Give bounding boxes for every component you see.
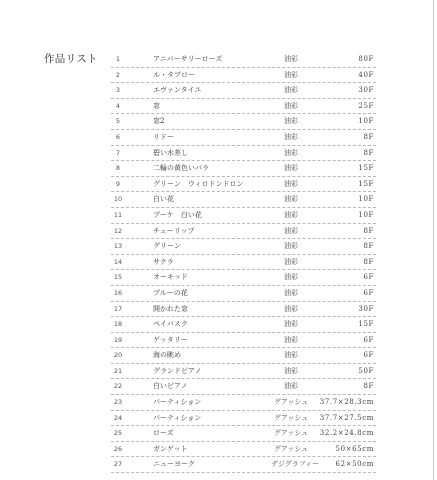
item-number: 7 [115,148,121,157]
page-edge-rule [433,0,434,480]
item-title: ニューヨーク [153,460,195,469]
item-number: 16 [113,288,123,297]
item-title: 海の眺め [153,351,181,360]
item-title: ペイバスク [153,320,188,329]
item-title: 白い花 [153,195,174,204]
item-number: 15 [113,273,123,282]
list-item [111,52,376,68]
item-title: ブルーの花 [153,288,188,297]
list-item [111,161,376,177]
item-size: 6F [363,288,374,297]
item-number: 17 [113,304,123,313]
item-number: 4 [115,101,121,110]
item-title: サクラ [153,257,174,266]
list-item [111,208,376,224]
item-medium: 油彩 [284,117,298,126]
list-item [111,177,376,193]
item-size: 15F [358,320,374,329]
item-number: 6 [115,132,121,141]
list-item [111,395,376,411]
item-size: 30F [358,304,374,313]
item-size: 40F [358,70,374,79]
item-number: 3 [115,86,121,95]
page-title: 作品リスト [44,53,98,65]
list-item [111,426,376,442]
list-item [111,270,376,286]
item-medium: 油彩 [284,335,298,344]
item-number: 14 [113,257,123,266]
item-number: 11 [113,210,123,219]
list-item [111,442,376,458]
item-medium: 油彩 [284,148,298,157]
item-title: パーティション [153,398,202,407]
list-item [111,457,376,473]
item-title: ル・タブロー [153,70,195,79]
item-title: パーティション [153,413,202,422]
item-medium: 油彩 [284,273,298,282]
item-medium: 油彩 [284,55,298,63]
item-medium: 油彩 [284,242,298,251]
list-item [111,411,376,427]
item-title: リドー [153,132,174,141]
item-number: 13 [113,242,123,251]
item-title: 白いピアノ [153,382,188,391]
item-title: ゲッタリー [153,335,188,344]
item-title: ガンゲット [153,444,188,453]
item-medium: デジグラフィー [271,460,320,469]
item-number: 1 [115,55,121,63]
list-item [111,255,376,271]
item-size: 62×50cm [335,460,374,469]
item-number: 12 [113,226,123,235]
item-medium: グアッシュ [273,413,309,422]
item-medium: 油彩 [284,320,298,329]
item-size: 25F [358,101,374,110]
item-title: ブーケ 白い花 [153,210,202,219]
item-size: 8F [363,257,374,266]
item-size: 37.7×27.5cm [319,413,374,422]
item-number: 10 [113,195,123,204]
item-medium: 油彩 [284,86,298,95]
item-medium: 油彩 [284,257,298,266]
item-medium: 油彩 [284,132,298,141]
item-number: 18 [113,320,123,329]
item-size: 8F [363,226,374,235]
item-size: 15F [358,179,374,188]
item-title: グリーン [153,242,181,251]
item-size: 8F [363,242,374,251]
item-size: 50×65cm [335,444,374,453]
list-item [111,333,376,349]
item-medium: グアッシュ [273,429,309,438]
item-size: 50F [358,366,374,375]
item-number: 8 [115,164,121,173]
list-item [111,302,376,318]
item-size: 15F [358,164,374,173]
item-medium: グアッシュ [273,398,309,407]
item-number: 21 [113,366,123,375]
item-medium: 油彩 [284,195,298,204]
item-number: 9 [115,179,121,188]
item-size: 10F [358,195,374,204]
works-list [111,52,376,473]
item-medium: 油彩 [284,351,298,360]
item-medium: 油彩 [284,304,298,313]
item-title: 窓2 [153,117,165,126]
list-item [111,379,376,395]
item-medium: 油彩 [284,70,298,79]
item-size: 8F [363,382,374,391]
item-number: 19 [113,335,123,344]
item-size: 8F [363,132,374,141]
item-number: 5 [115,117,121,126]
item-size: 30F [358,86,374,95]
item-medium: 油彩 [284,382,298,391]
list-item [111,192,376,208]
item-size: 6F [363,273,374,282]
item-number: 26 [113,444,123,453]
item-title: アニバーサリーローズ [153,55,223,63]
item-size: 8F [363,148,374,157]
item-size: 6F [363,335,374,344]
item-medium: 油彩 [284,366,298,375]
list-item [111,364,376,380]
item-title: エヴァンタイユ [153,86,202,95]
item-title: 開かれた窓 [153,304,188,313]
list-item [111,83,376,99]
list-item [111,68,376,84]
item-number: 24 [113,413,123,422]
item-medium: グアッシュ [273,444,309,453]
item-number: 20 [113,351,123,360]
list-item [111,146,376,162]
item-title: ローズ [153,429,174,438]
item-medium: 油彩 [284,164,298,173]
list-item [111,99,376,115]
item-title: チューリップ [153,226,195,235]
item-title: 碧い水差し [153,148,188,157]
item-size: 80F [358,55,374,63]
list-item [111,348,376,364]
item-title: グリーン ウィロドンドロン [153,179,244,188]
item-title: 窓 [153,101,160,110]
list-item [111,114,376,130]
item-number: 27 [113,460,123,469]
item-size: 10F [358,210,374,219]
item-medium: 油彩 [284,179,298,188]
item-title: オーキッド [153,273,188,282]
item-size: 6F [363,351,374,360]
item-title: グランドピアノ [153,366,202,375]
item-medium: 油彩 [284,226,298,235]
list-item [111,130,376,146]
list-item [111,224,376,240]
item-size: 32.2×24.8cm [319,429,374,438]
item-number: 25 [113,429,123,438]
list-item [111,239,376,255]
list-item [111,317,376,333]
item-number: 2 [115,70,121,79]
item-size: 37.7×28.3cm [319,398,374,407]
item-size: 10F [358,117,374,126]
item-number: 22 [113,382,123,391]
item-number: 23 [113,398,123,407]
item-medium: 油彩 [284,288,298,297]
list-item [111,286,376,302]
item-medium: 油彩 [284,210,298,219]
item-title: 二輪の黄色いバラ [153,164,209,173]
item-medium: 油彩 [284,101,298,110]
